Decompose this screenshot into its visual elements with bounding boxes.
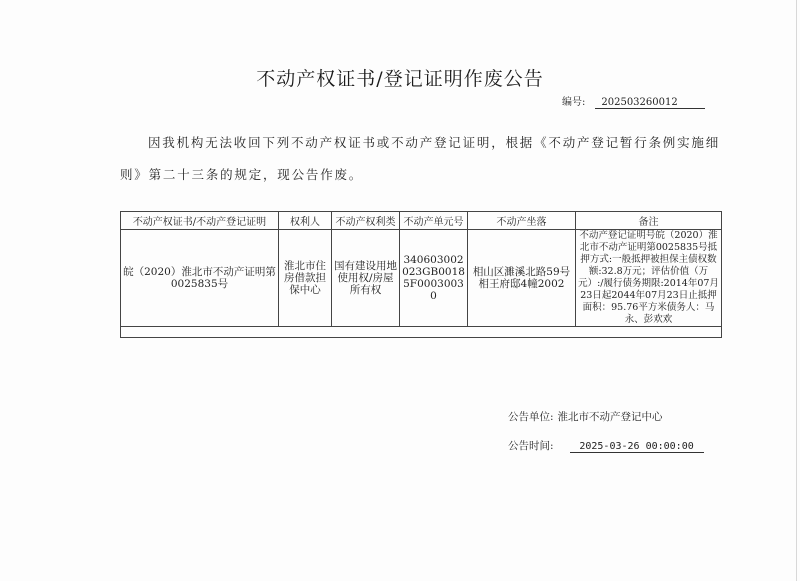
certificate-table bbox=[120, 211, 722, 338]
header-location: 不动产坐落 bbox=[468, 212, 576, 230]
footer-unit bbox=[508, 409, 663, 424]
serial-number bbox=[562, 93, 705, 109]
table-header-row bbox=[121, 212, 722, 230]
cell-unit-no: 340603002023GB00185F00030030 bbox=[400, 230, 468, 327]
serial-label: 编号: bbox=[562, 97, 586, 108]
empty-cell bbox=[121, 327, 722, 338]
footer-time bbox=[508, 438, 704, 453]
cell-location: 相山区濉溪北路59号相王府邸4幢2002 bbox=[468, 230, 576, 327]
cell-certificate: 皖（2020）淮北市不动产证明第0025835号 bbox=[121, 230, 279, 327]
unit-value: 淮北市不动产登记中心 bbox=[557, 411, 663, 423]
unit-label: 公告单位: bbox=[508, 411, 554, 423]
header-certificate: 不动产权证书/不动产登记证明 bbox=[121, 212, 279, 230]
time-label: 公告时间: bbox=[508, 440, 554, 452]
header-remark: 备注 bbox=[576, 212, 722, 230]
notice-body-text: 因我机构无法收回下列不动产权证书或不动产登记证明，根据《不动产登记暂行条例实施细则》第二十三条的规定，现公告作废。 bbox=[120, 135, 721, 182]
header-right-type: 不动产权利类 bbox=[332, 212, 400, 230]
header-unit-no: 不动产单元号 bbox=[400, 212, 468, 230]
cell-holder: 淮北市住房借款担保中心 bbox=[279, 230, 332, 327]
header-holder: 权利人 bbox=[279, 212, 332, 230]
time-value: 2025-03-26 00:00:00 bbox=[570, 441, 704, 453]
cell-remark: 不动产登记证明号皖（2020）淮北市不动产证明第0025835号抵押方式:一般抵押被担保主债权数额:32.8万元；评估价值（万元）:/履行债务期限:2014年07月23日起2044年07月23日止抵押面积：95.76平方米债务人：马永、彭欢欢 bbox=[576, 230, 722, 327]
cell-right-type: 国有建设用地使用权/房屋所有权 bbox=[332, 230, 400, 327]
table-row bbox=[121, 230, 722, 327]
serial-value: 202503260012 bbox=[595, 97, 705, 109]
table-empty-row bbox=[121, 327, 722, 338]
page-title: 不动产权证书/登记证明作废公告 bbox=[256, 68, 544, 90]
